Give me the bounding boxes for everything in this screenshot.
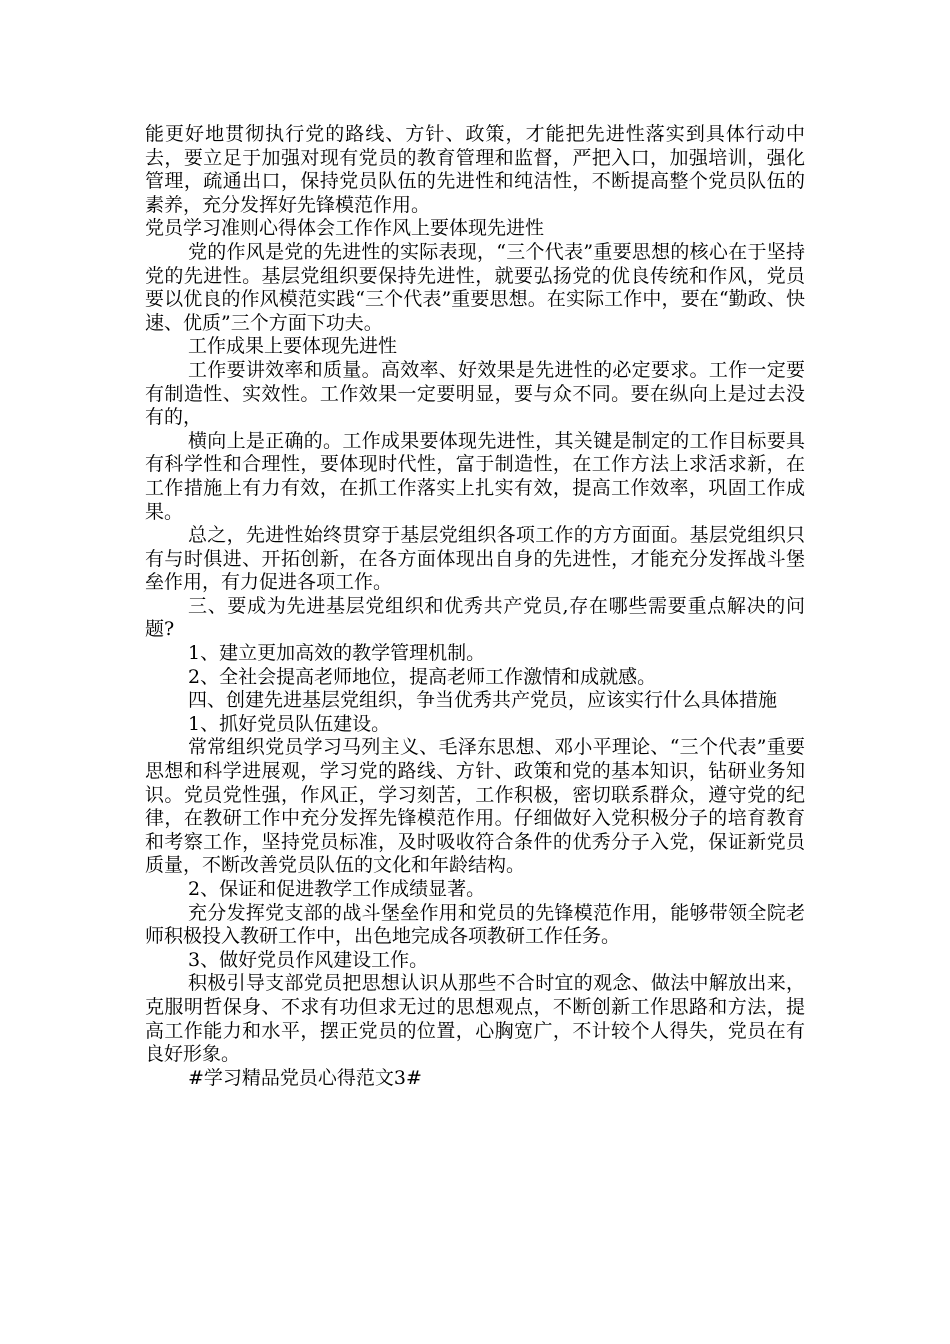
heading-work-results: 工作成果上要体现先进性 [188,335,398,358]
list-item-teacher-status: 2、全社会提高老师地位，提高老师工作激情和成就感。 [188,665,657,688]
list-item-team-building: 1、抓好党员队伍建设。 [188,712,391,735]
heading-section-four: 四、创建先进基层党组织，争当优秀共产党员，应该实行什么具体措施 [188,689,778,712]
paragraph-work-style-building: 积极引导支部党员把思想认识从那些不合时宜的观念、做法中解放出来，克服明哲保身、不求有功但求无过的思想观点，不断创新工作思路和方法，提高工作能力和水平，摆正党员的位置，心胸宽广，不计较个人得失，党员在有良好形象。 [145,972,805,1066]
paragraph-horizontal: 横向上是正确的。工作成果要体现先进性，其关键是制定的工作目标要具有科学性和合理性，要体现时代性，富于制造性，在工作方法上求活求新，在工作措施上有力有效，在抓工作落实上扎实有效，提高工作效率，巩固工作成果。 [145,429,805,523]
document-body [145,123,805,1090]
list-item-management: 1、建立更加高效的教学管理机制。 [188,642,486,665]
paragraph-intro-continuation: 能更好地贯彻执行党的路线、方针、政策，才能把先进性落实到具体行动中去，要立足于加强对现有党员的教育管理和监督，严把入口，加强培训，强化管理，疏通出口，保持党员队伍的先进性和纯洁性，不断提高整个党员队伍的素养，充分发挥好先锋模范作用。 [145,123,805,216]
list-item-teaching-results: 2、保证和促进教学工作成绩显著。 [188,878,486,900]
heading-section-three: 三、要成为先进基层党组织和优秀共产党员,存在哪些需要重点解决的问题? [145,594,805,641]
paragraph-work-style: 党的作风是党的先进性的实际表现，“三个代表”重要思想的核心在于坚持党的先进性。基层党组织要保持先进性，就要弘扬党的优良传统和作风，党员要以优良的作风模范实践“三个代表”重要思想。在实际工作中，要在“勤政、快速、优质”三个方面下功夫。 [145,240,805,334]
paragraph-summary: 总之，先进性始终贯穿于基层党组织各项工作的方方面面。基层党组织只有与时俱进、开拓创新，在各方面体现出自身的先进性，才能充分发挥战斗堡垒作用，有力促进各项工作。 [145,524,805,594]
heading-work-style: 党员学习准则心得体会工作作风上要体现先进性 [145,217,545,240]
paragraph-team-building: 常常组织党员学习马列主义、毛泽东思想、邓小平理论、“三个代表”重要思想和科学进展观，学习党的路线、方针、政策和党的基本知识，钻研业务知识。党员党性强，作风正，学习刻苦，工作积极，密切联系群众，遵守党的纪律，在教研工作中充分发挥先锋模范作用。仔细做好入党积极分子的培育教育和考察工作，坚持党员标准，及时吸收符合条件的优秀分子入党，保证新党员质量，不断改善党员队伍的文化和年龄结构。 [145,736,805,877]
paragraph-efficiency: 工作要讲效率和质量。高效率、好效果是先进性的必定要求。工作一定要有制造性、实效性。工作效果一定要明显，要与众不同。要在纵向上是过去没有的， [145,358,805,429]
list-item-work-style: 3、做好党员作风建设工作。 [188,948,429,971]
section-tag: #学习精品党员心得范文3# [188,1066,422,1089]
paragraph-teaching-results: 充分发挥党支部的战斗堡垒作用和党员的先锋模范作用，能够带领全院老师积极投入教研工作中，出色地完成各项教研工作任务。 [145,901,805,948]
